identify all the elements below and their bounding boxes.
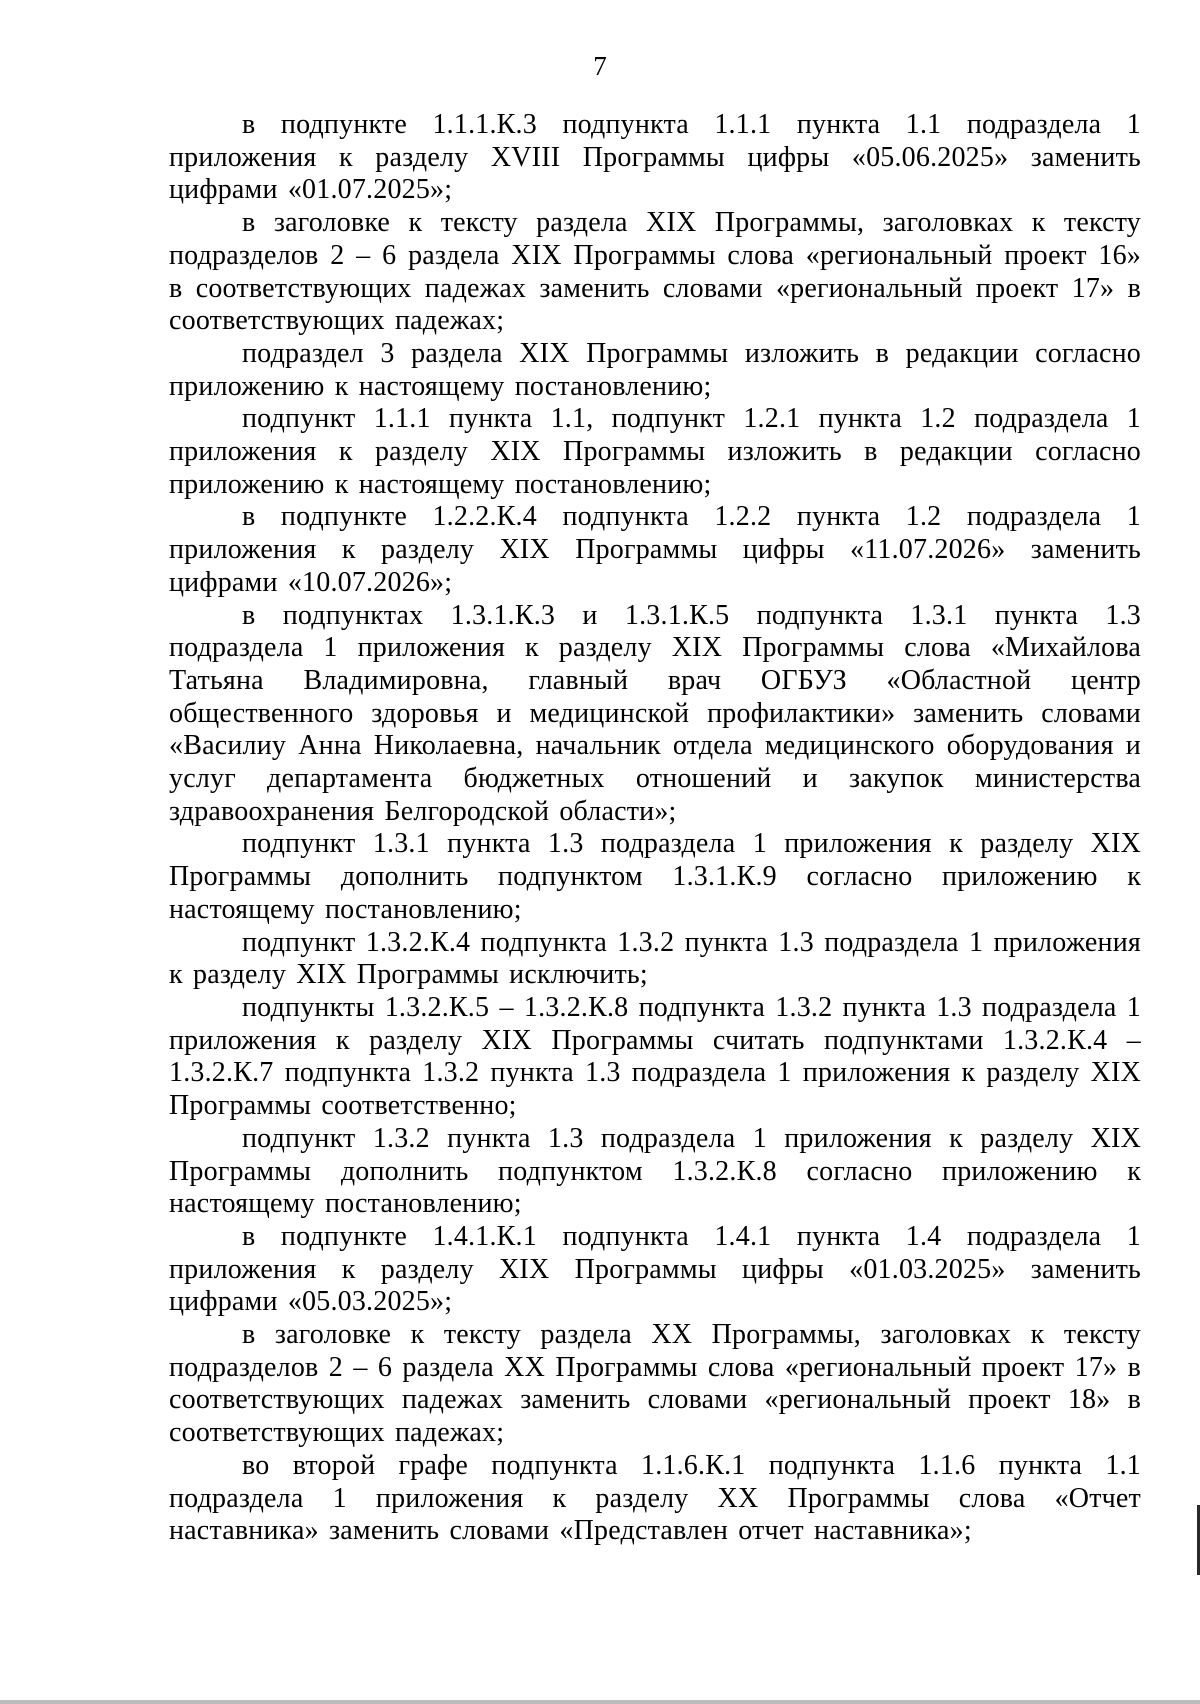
- paragraph: подпункт 1.3.2.К.4 подпункта 1.3.2 пункта 1.3 подраздела 1 приложения к разделу XIX Программы исключить;: [169, 926, 1141, 991]
- paragraph: подпункт 1.3.2 пункта 1.3 подраздела 1 приложения к разделу XIX Программы дополнить подпунктом 1.3.2.К.8 согласно приложению к настоящему постановлению;: [169, 1122, 1141, 1220]
- scan-bottom-edge: [0, 1700, 1200, 1704]
- paragraph: в подпункте 1.4.1.К.1 подпункта 1.4.1 пункта 1.4 подраздела 1 приложения к разделу XIX Программы цифры «01.03.2025» заменить цифрами «05.03.2025»;: [169, 1220, 1141, 1318]
- document-body: [169, 109, 1141, 1548]
- paragraph: подпункты 1.3.2.К.5 – 1.3.2.К.8 подпункта 1.3.2 пункта 1.3 подраздела 1 приложения к разделу XIX Программы считать подпунктами 1.3.2.К.4 – 1.3.2.К.7 подпункта 1.3.2 пункта 1.3 подраздела 1 приложения к разделу XIX Программы соответственно;: [169, 991, 1141, 1122]
- page-number: 7: [593, 51, 607, 81]
- paragraph: в заголовке к тексту раздела XIX Программы, заголовках к тексту подразделов 2 – 6 раздела XIX Программы слова «региональный проект 16» в соответствующих падежах заменить словами «региональный проект 17» в соответствующих падежах;: [169, 207, 1141, 337]
- paragraph: подпункт 1.3.1 пункта 1.3 подраздела 1 приложения к разделу XIX Программы дополнить подпунктом 1.3.1.К.9 согласно приложению к настоящему постановлению;: [169, 828, 1141, 925]
- paragraph: в подпункте 1.2.2.К.4 подпункта 1.2.2 пункта 1.2 подраздела 1 приложения к разделу XIX Программы цифры «11.07.2026» заменить цифрами «10.07.2026»;: [169, 501, 1141, 598]
- paragraph: подраздел 3 раздела XIX Программы изложить в редакции согласно приложению к настоящему постановлению;: [169, 337, 1141, 402]
- paragraph: во второй графе подпункта 1.1.6.К.1 подпункта 1.1.6 пункта 1.1 подраздела 1 приложения к разделу XX Программы слова «Отчет наставника» заменить словами «Представлен отчет наставника»;: [169, 1449, 1141, 1547]
- paragraph: в подпункте 1.1.1.К.3 подпункта 1.1.1 пункта 1.1 подраздела 1 приложения к разделу XVIII Программы цифры «05.06.2025» заменить цифрами «01.07.2025»;: [169, 109, 1141, 206]
- paragraph: подпункт 1.1.1 пункта 1.1, подпункт 1.2.1 пункта 1.2 подраздела 1 приложения к разделу XIX Программы изложить в редакции согласно приложению к настоящему постановлению;: [169, 403, 1141, 500]
- paragraph: в заголовке к тексту раздела XX Программы, заголовках к тексту подразделов 2 – 6 раздела XX Программы слова «региональный проект 17» в соответствующих падежах заменить словами «региональный проект 18» в соответствующих падежах;: [169, 1319, 1141, 1449]
- paragraph: в подпунктах 1.3.1.К.3 и 1.3.1.К.5 подпункта 1.3.1 пункта 1.3 подраздела 1 приложения к разделу XIX Программы слова «Михайлова Татьяна Владимировна, главный врач ОГБУЗ «Областной центр общественного здоровья и медицинской профилактики» заменить словами «Василиу Анна Николаевна, начальник отдела медицинского оборудования и услуг департамента бюджетных отношений и закупок министерства здравоохранения Белгородской области»;: [169, 599, 1141, 827]
